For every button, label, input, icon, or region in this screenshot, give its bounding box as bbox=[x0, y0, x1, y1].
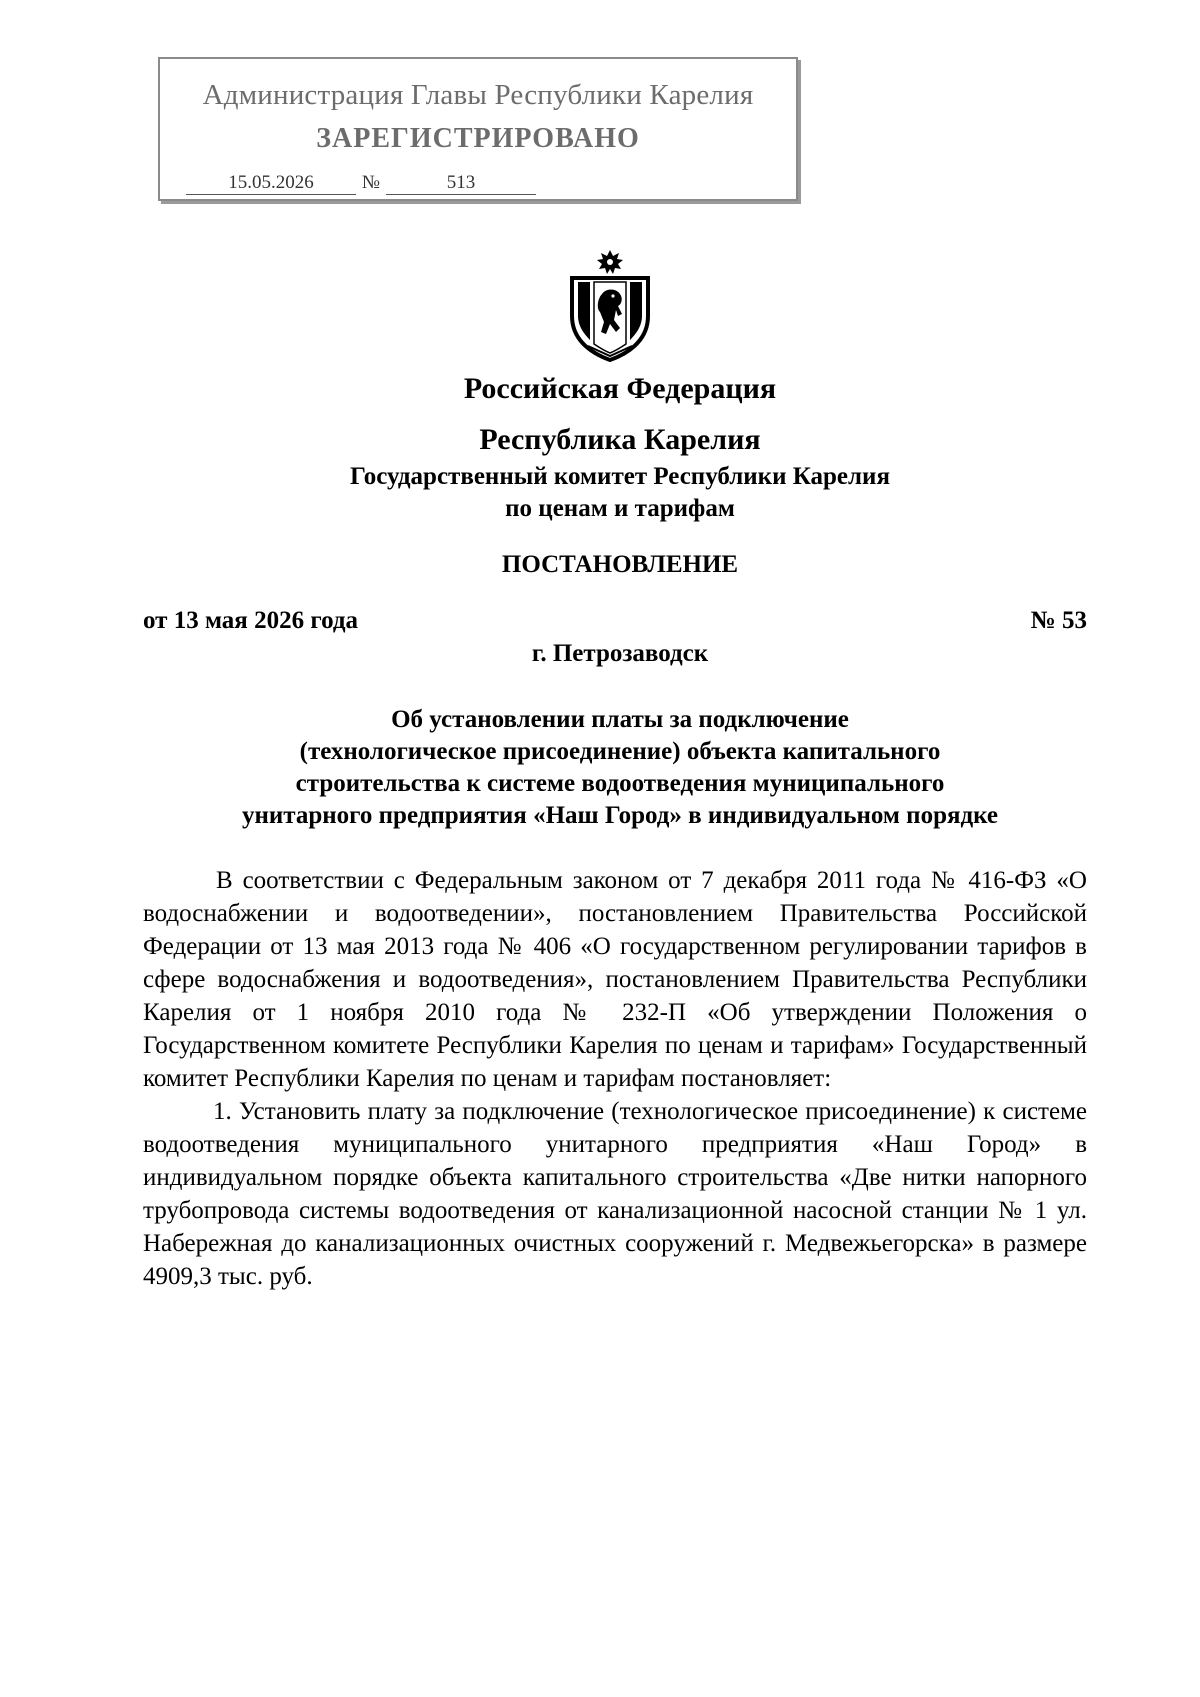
resolution-item-1: 1. Установить плату за подключение (технологическое присоединение) к системе водоотведения муниципального унитарного предприятия «Наш Город» в индивидуальном порядке объекта капитального строительства «Две нитки напорного трубопровода системы водоотведения от канализационной насосной станции № 1 ул. Набережная до канализационных очистных сооружений г. Медвежьегорска» в размере 4909,3 тыс. руб. bbox=[143, 1098, 1087, 1290]
stamp-number-label: № bbox=[361, 172, 381, 193]
document-subject bbox=[150, 704, 1090, 832]
document-body bbox=[143, 864, 1087, 1293]
stamp-title: Администрация Главы Республики Карелия bbox=[202, 79, 754, 111]
stamp-date: 15.05.2026 bbox=[186, 172, 356, 195]
republic-title: Республика Карелия bbox=[479, 423, 761, 456]
document-number: № 53 bbox=[1030, 607, 1087, 634]
document-city: г. Петрозаводск bbox=[531, 640, 709, 667]
stamp-number: 513 bbox=[386, 172, 536, 195]
document-type: ПОСТАНОВЛЕНИЕ bbox=[501, 551, 739, 578]
registration-stamp bbox=[158, 57, 798, 201]
subject-line: унитарного предприятия «Наш Город» в индивидуальном порядке bbox=[241, 802, 999, 829]
committee-line-1: Государственный комитет Республики Карелия bbox=[350, 463, 890, 490]
document-date: от 13 мая 2026 года bbox=[143, 607, 358, 634]
committee-line-2: по ценам и тарифам bbox=[505, 495, 735, 522]
karelia-coat-of-arms-icon bbox=[566, 250, 654, 362]
country-title: Российская Федерация bbox=[463, 372, 777, 405]
stamp-status: ЗАРЕГИСТРИРОВАНО bbox=[316, 123, 640, 154]
subject-line: Об установлении платы за подключение bbox=[391, 706, 849, 733]
subject-line: (технологическое присоединение) объекта капитального bbox=[299, 738, 941, 765]
subject-line: строительства к системе водоотведения муниципального bbox=[295, 770, 945, 797]
preamble-paragraph: В соответствии с Федеральным законом от 7 декабря 2011 года № 416-ФЗ «О водоснабжении и водоотведении», постановлением Правительства Российской Федерации от 13 мая 2013 года № 406 «О государственном регулировании тарифов в сфере водоснабжения и водоотведения», постановлением Правительства Республики Карелия от 1 ноября 2010 года № 232-П «Об утверждении Положения о Государственном комитете Республики Карелия по ценам и тарифам» Государственный комитет Республики Карелия по ценам и тарифам постановляет: bbox=[143, 867, 1087, 1092]
